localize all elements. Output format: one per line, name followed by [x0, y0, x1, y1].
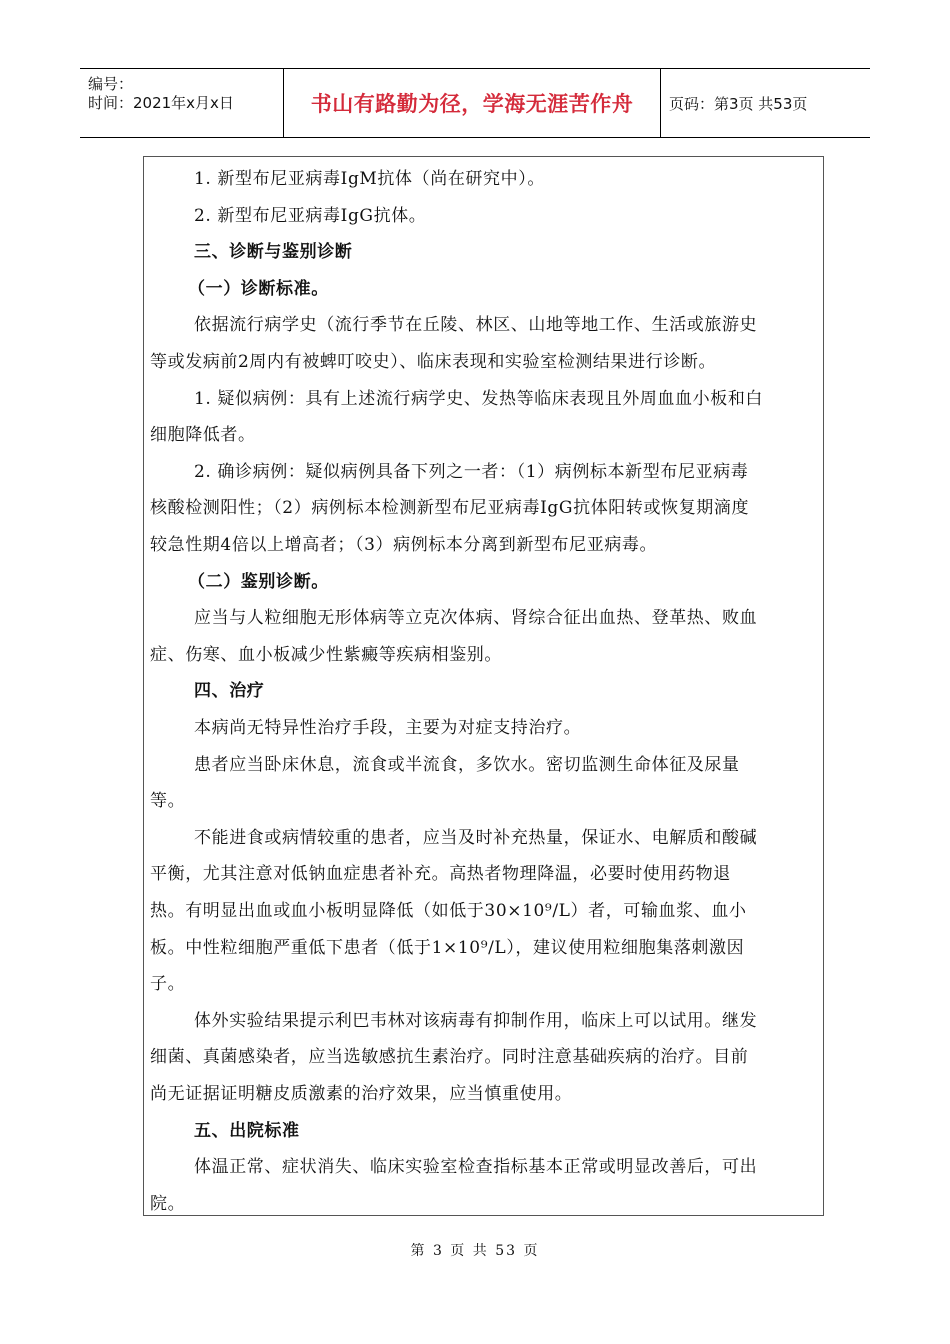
body-line: 体外实验结果提示利巴韦林对该病毒有抑制作用，临床上可以试用。继发: [194, 1010, 758, 1031]
section-heading: 三、诊断与鉴别诊断: [194, 242, 353, 263]
body-line: 较急性期4倍以上增高者；（3）病例标本分离到新型布尼亚病毒。: [150, 535, 658, 555]
content-box: [143, 156, 824, 1216]
body-line: 板。中性粒细胞严重低下患者（低于1×10⁹/L），建议使用粒细胞集落刺激因: [150, 937, 745, 958]
body-line: 尚无证据证明糖皮质激素的治疗效果，应当慎重使用。: [150, 1084, 573, 1104]
page-header: [80, 68, 870, 138]
header-meta: [80, 69, 283, 137]
page-footer: 第 3 页 共 53 页: [410, 1243, 540, 1259]
body-line: 体温正常、症状消失、临床实验室检查指标基本正常或明显改善后，可出: [194, 1157, 758, 1178]
body-line: 热。有明显出血或血小板明显降低（如低于30×10⁹/L）者，可输血浆、血小: [150, 901, 747, 921]
body-line: 1. 新型布尼亚病毒IgM抗体（尚在研究中）。: [194, 169, 545, 189]
body-line: 核酸检测阳性；（2）病例标本检测新型布尼亚病毒IgG抗体阳转或恢复期滴度: [150, 498, 750, 519]
body-line: 子。: [150, 974, 186, 995]
body-line: 患者应当卧床休息，流食或半流食，多饮水。密切监测生命体征及尿量: [194, 754, 740, 775]
body-line: 依据流行病学史（流行季节在丘陵、林区、山地等地工作、生活或旅游史: [194, 315, 758, 336]
section-heading: （一）诊断标准。: [188, 278, 329, 299]
body-line: 应当与人粒细胞无形体病等立克次体病、肾综合征出血热、登革热、败血: [194, 608, 758, 629]
body-line: 症、伤寒、血小板减少性紫癜等疾病相鉴别。: [150, 644, 502, 665]
section-heading: 五、出院标准: [194, 1120, 300, 1141]
body-line: 平衡，尤其注意对低钠血症患者补充。高热者物理降温，必要时使用药物退: [150, 864, 731, 885]
body-line: 等或发病前2周内有被蜱叮咬史）、临床表现和实验室检测结果进行诊断。: [150, 352, 717, 372]
body-line: 不能进食或病情较重的患者，应当及时补充热量，保证水、电解质和酸碱: [194, 827, 758, 848]
body-line: 2. 确诊病例：疑似病例具备下列之一者：（1）病例标本新型布尼亚病毒: [194, 461, 749, 482]
body-line: 细菌、真菌感染者，应当选敏感抗生素治疗。同时注意基础疾病的治疗。目前: [150, 1047, 749, 1068]
number-label: 编号：: [88, 75, 134, 93]
body-line: 本病尚无特异性治疗手段，主要为对症支持治疗。: [194, 718, 582, 738]
date-label: 时间：2021年x月x日: [88, 94, 234, 112]
body-line: 院。: [150, 1193, 186, 1214]
body-line: 等。: [150, 791, 186, 812]
body-line: 细胞降低者。: [150, 425, 256, 446]
section-heading: （二）鉴别诊断。: [188, 571, 329, 592]
header-motto: 书山有路勤为径，学海无涯苦作舟: [283, 69, 661, 137]
body-line: 1. 疑似病例：具有上述流行病学史、发热等临床表现且外周血血小板和白: [194, 388, 764, 409]
body-line: 2. 新型布尼亚病毒IgG抗体。: [194, 205, 427, 226]
header-page-info: 页码：第3页 共53页: [669, 94, 808, 113]
section-heading: 四、治疗: [194, 681, 265, 702]
